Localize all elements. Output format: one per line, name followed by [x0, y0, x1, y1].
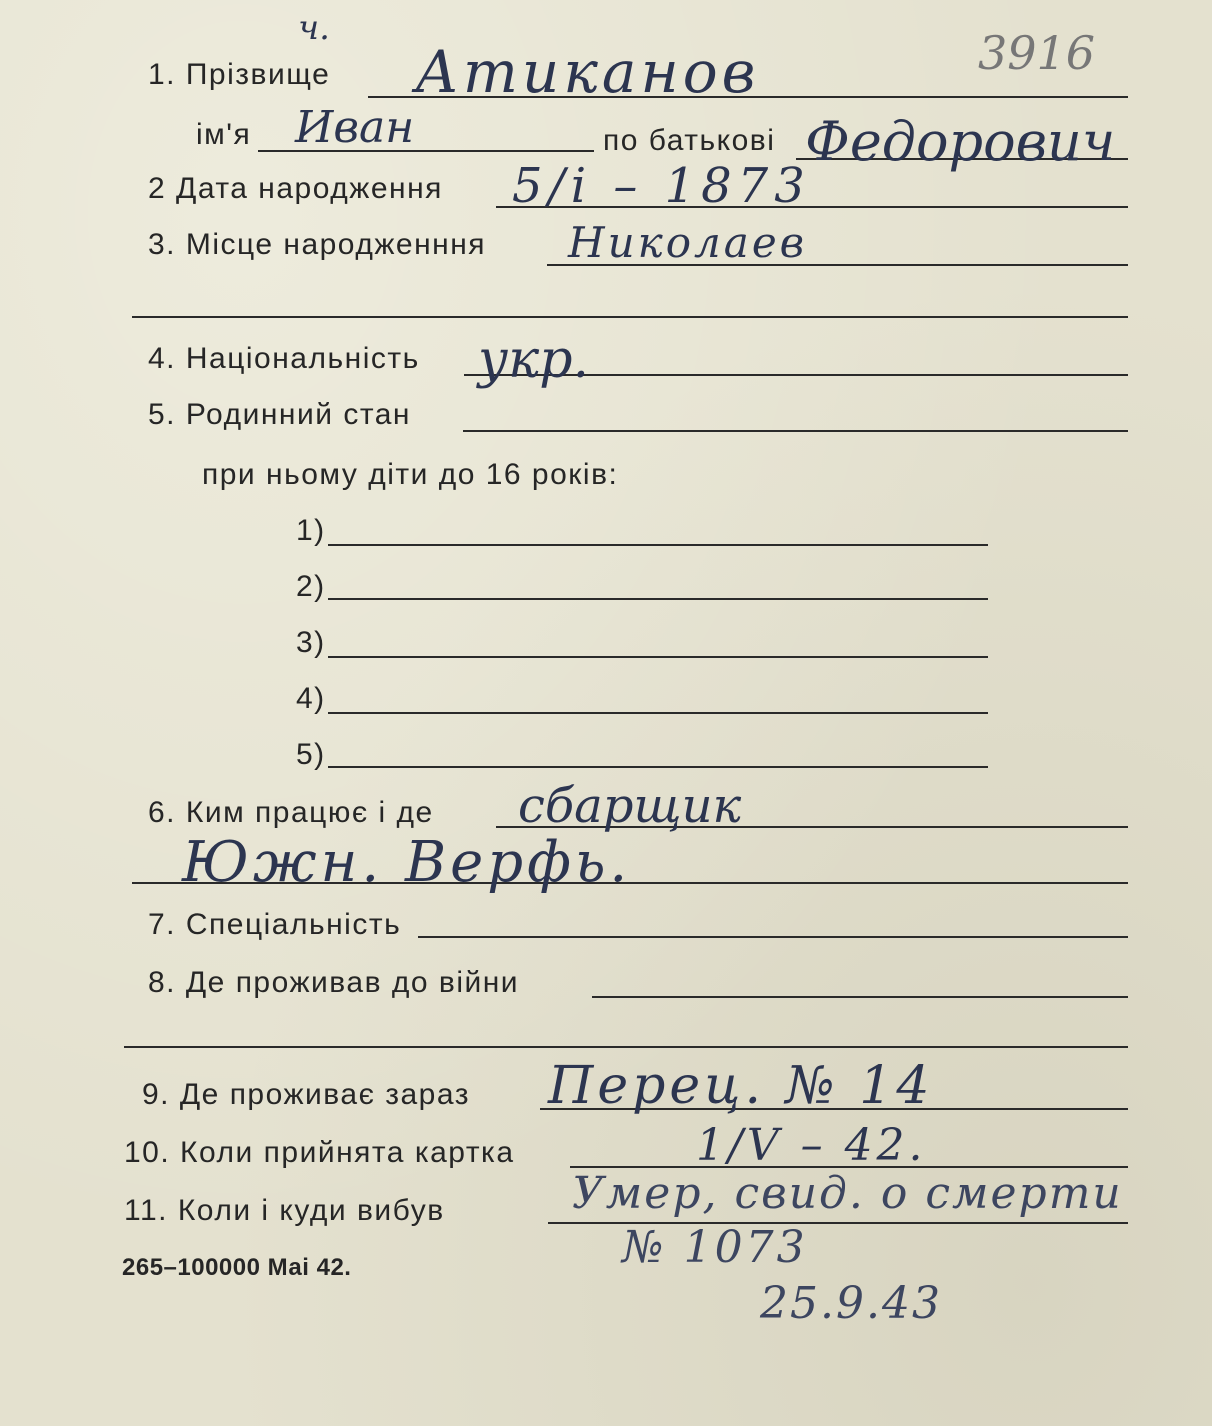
label-child-4: 4) — [296, 682, 326, 715]
hw-death-cert-number: № 1073 — [622, 1222, 808, 1273]
label-child-3: 3) — [296, 626, 326, 659]
label-children: при ньому діти до 16 років: — [202, 458, 619, 491]
line-marital-status — [463, 430, 1128, 432]
line-child-2 — [328, 598, 988, 600]
label-prewar-residence: 8. Де проживав до війни — [148, 966, 520, 999]
line-prewar-residence-2 — [124, 1046, 1128, 1048]
label-current-residence: 9. Де проживає зараз — [142, 1078, 470, 1111]
label-card-accepted: 10. Коли прийнята картка — [124, 1136, 515, 1169]
hw-occupation: сбарщик — [518, 778, 742, 834]
line-specialty — [418, 936, 1128, 938]
hw-surname-prefix: ч. — [298, 8, 330, 48]
label-child-2: 2) — [296, 570, 326, 603]
line-prewar-residence — [592, 996, 1128, 998]
line-child-3 — [328, 656, 988, 658]
label-nationality: 4. Національність — [148, 342, 420, 375]
line-child-1 — [328, 544, 988, 546]
hw-surname: Атиканов — [415, 38, 760, 106]
label-first-name: ім'я — [196, 118, 252, 151]
line-birthplace-2 — [132, 316, 1128, 318]
hw-current-residence: Перец. № 14 — [548, 1056, 934, 1116]
label-child-1: 1) — [296, 514, 326, 547]
hw-workplace: Южн. Верфь. — [182, 830, 632, 895]
hw-card-accepted: 1/V – 42. — [696, 1120, 927, 1171]
label-departed: 11. Коли і куди вибув — [124, 1194, 445, 1227]
hw-patronymic: Федорович — [805, 110, 1116, 173]
label-birth-date: 2 Дата народження — [148, 172, 443, 205]
label-surname: 1. Прізвище — [148, 58, 331, 91]
label-specialty: 7. Спеціальність — [148, 908, 402, 941]
hw-departed-note: Умер, свид. о смерти — [572, 1168, 1123, 1219]
label-occupation: 6. Ким працює і де — [148, 796, 434, 829]
print-code: 265–100000 Маі 42. — [122, 1254, 352, 1281]
hw-birthplace: Николаев — [568, 218, 808, 267]
line-child-5 — [328, 766, 988, 768]
hw-first-name: Иван — [295, 102, 415, 153]
label-patronymic: по батькові — [603, 124, 776, 157]
label-child-5: 5) — [296, 738, 326, 771]
hw-death-date: 25.9.43 — [760, 1278, 942, 1329]
hw-birth-date: 5/і – 1873 — [512, 158, 811, 214]
line-child-4 — [328, 712, 988, 714]
hw-card-number: 3916 — [978, 26, 1096, 80]
label-marital-status: 5. Родинний стан — [148, 398, 411, 431]
label-birthplace: 3. Місце народженння — [148, 228, 487, 261]
hw-nationality: укр. — [478, 330, 590, 390]
